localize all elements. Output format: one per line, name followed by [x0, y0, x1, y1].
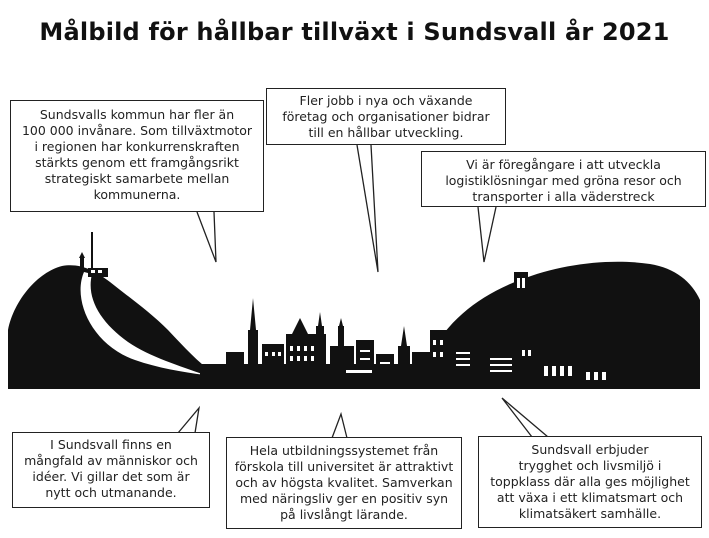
tail-top-right: [478, 207, 496, 262]
bubble-text-line: stärkts genom ett framgångsrikt: [35, 155, 239, 170]
bubble-text-line: kommunerna.: [93, 187, 181, 202]
bubble-text-line: med näringsliv ger en positiv syn: [239, 491, 449, 506]
speech-bubble-safety: [478, 436, 702, 528]
left-tower: [80, 258, 84, 270]
tail-bottom-right: [502, 398, 548, 437]
tail-top-left: [197, 212, 216, 262]
page-title: Målbild för hållbar tillväxt i Sundsvall år 2021: [39, 18, 670, 46]
bubble-text-line: transporter i alla väderstreck: [472, 189, 655, 204]
bubble-text-line: 100 000 invånare. Som tillväxtmotor: [21, 123, 253, 138]
speech-bubble-jobs: [266, 88, 506, 145]
bubble-text-line: på livslångt lärande.: [280, 507, 408, 522]
speech-bubble-population: [10, 100, 264, 212]
speech-bubble-logistics: [421, 151, 706, 207]
bubble-text-line: idéer. Vi gillar det som är: [32, 469, 190, 484]
bubble-text-line: toppklass där alla ges möjlighet: [490, 474, 690, 489]
bubble-text-line: mångfald av människor och: [24, 453, 198, 468]
bubble-text-line: I Sundsvall finns en: [50, 437, 172, 452]
bubble-text-line: till en hållbar utveckling.: [308, 125, 464, 140]
right-tower: [514, 272, 528, 298]
bubble-text-line: och av högsta kvalitet. Samverkan: [235, 475, 453, 490]
bubble-text-line: nytt och utmanande.: [45, 485, 177, 500]
bubble-text-line: Fler jobb i nya och växande: [299, 93, 473, 108]
bubble-text-line: logistiklösningar med gröna resor och: [445, 173, 682, 188]
bubble-text-line: företag och organisationer bidrar: [282, 109, 490, 124]
speech-bubble-education: [226, 437, 462, 529]
ground-line: [8, 386, 700, 389]
bubble-text-line: klimatsäkert samhälle.: [518, 506, 662, 521]
bubble-text-line: strategiskt samarbete mellan: [44, 171, 230, 186]
bubble-text-line: att växa i ett klimatsmart och: [496, 490, 684, 505]
bubble-text-line: Sundsvalls kommun har fler än: [39, 107, 235, 122]
tail-bottom-center: [332, 414, 347, 438]
left-mast: [91, 232, 93, 272]
bubble-text-line: i regionen har konkurrenskraften: [34, 139, 240, 154]
bubble-text-line: Hela utbildningssystemet från: [249, 443, 439, 458]
bubble-text-line: Sundsvall erbjuder: [531, 442, 649, 457]
left-tower-top: [79, 252, 85, 258]
bubble-text-line: förskola till universitet är attraktivt: [234, 459, 454, 474]
bubble-text-line: Vi är föregångare i att utveckla: [466, 157, 661, 172]
bubble-text-line: trygghet och livsmiljö i: [518, 458, 662, 473]
tail-top-center: [357, 145, 378, 272]
tail-bottom-left: [178, 408, 199, 433]
speech-bubble-diversity: [12, 432, 210, 508]
